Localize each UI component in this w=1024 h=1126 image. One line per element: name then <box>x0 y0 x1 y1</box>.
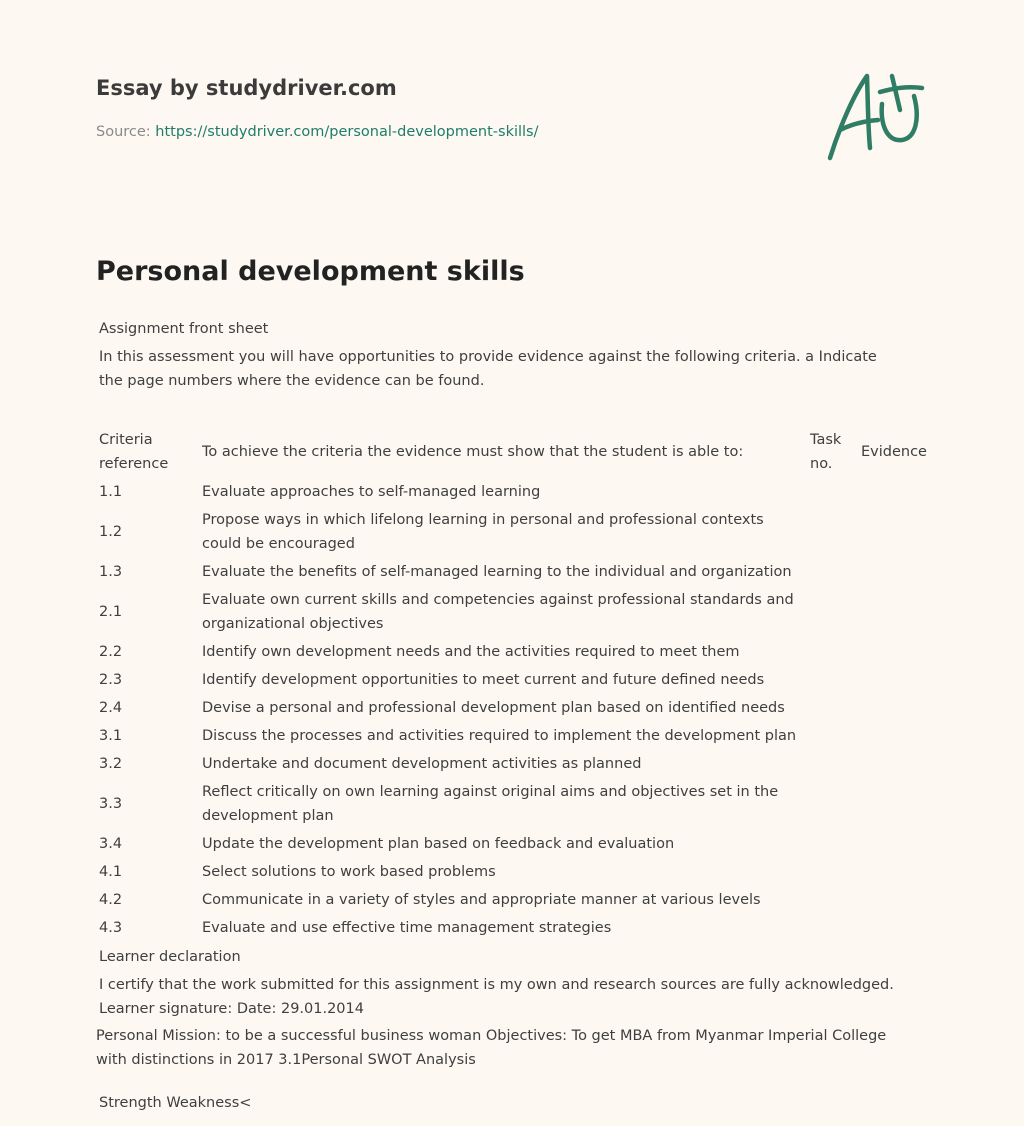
criteria-text: Propose ways in which lifelong learning in personal and professional contexts could be encouraged <box>202 512 764 552</box>
criteria-text: Evaluate and use effective time management strategies <box>202 920 612 936</box>
table-row <box>97 586 929 638</box>
assignment-title: Assignment front sheet <box>99 321 269 337</box>
criteria-text: Evaluate own current skills and competencies against professional standards and organizational objectives <box>202 592 794 632</box>
criteria-ref: 2.4 <box>99 700 123 716</box>
criteria-text: Devise a personal and professional development plan based on identified needs <box>202 700 785 716</box>
criteria-text: Undertake and document development activities as planned <box>202 756 642 772</box>
table-row <box>97 914 929 942</box>
table-row <box>97 830 929 858</box>
declaration-statement: I certify that the work submitted for this assignment is my own and research sources are fully acknowledged. <box>99 977 894 993</box>
criteria-text: Identify own development needs and the activities required to meet them <box>202 644 740 660</box>
header-achieve: To achieve the criteria the evidence must show that the student is able to: <box>202 444 744 460</box>
table-header-row <box>97 426 929 478</box>
table-row <box>97 858 929 886</box>
table-row <box>97 478 929 506</box>
table-row <box>97 694 929 722</box>
criteria-ref: 2.3 <box>99 672 123 688</box>
criteria-ref: 3.4 <box>99 836 123 852</box>
header-evidence: Evidence <box>861 444 927 460</box>
mission-paragraph: Personal Mission: to be a successful business woman Objectives: To get MBA from Myanmar Imperial College with distinctions in 2017 3.1Personal SWOT Analysis <box>96 1028 887 1068</box>
header-criteria-reference: Criteria reference <box>99 432 169 472</box>
criteria-text: Evaluate the benefits of self-managed learning to the individual and organization <box>202 564 792 580</box>
criteria-ref: 1.3 <box>99 564 123 580</box>
criteria-text: Discuss the processes and activities required to implement the development plan <box>202 728 797 744</box>
swot-heading: Strength Weakness< <box>99 1095 252 1111</box>
intro-paragraph: In this assessment you will have opportunities to provide evidence against the following criteria. a Indicate the page numbers where the evidence can be found. <box>99 349 877 389</box>
criteria-ref: 1.2 <box>99 524 123 540</box>
header-task-no: Task no. <box>810 432 842 472</box>
criteria-ref: 1.1 <box>99 484 123 500</box>
criteria-text: Update the development plan based on feedback and evaluation <box>202 836 675 852</box>
criteria-table <box>97 426 929 942</box>
table-row <box>97 666 929 694</box>
criteria-text: Communicate in a variety of styles and appropriate manner at various levels <box>202 892 761 908</box>
table-row <box>97 558 929 586</box>
criteria-text: Identify development opportunities to meet current and future defined needs <box>202 672 765 688</box>
table-row <box>97 506 929 558</box>
page-title: Personal development skills <box>96 256 525 287</box>
declaration-heading: Learner declaration <box>99 949 241 965</box>
table-row <box>97 750 929 778</box>
source-line <box>96 124 539 140</box>
table-row <box>97 778 929 830</box>
criteria-ref: 2.1 <box>99 604 123 620</box>
a-plus-logo-icon <box>822 66 932 166</box>
criteria-text: Evaluate approaches to self-managed learning <box>202 484 541 500</box>
table-row <box>97 886 929 914</box>
table-row <box>97 722 929 750</box>
criteria-ref: 3.1 <box>99 728 123 744</box>
declaration-signature: Learner signature: Date: 29.01.2014 <box>99 1001 364 1017</box>
criteria-text: Select solutions to work based problems <box>202 864 496 880</box>
table-row <box>97 638 929 666</box>
criteria-ref: 3.2 <box>99 756 123 772</box>
declaration-text <box>99 973 939 1021</box>
criteria-ref: 4.2 <box>99 892 123 908</box>
source-link[interactable]: https://studydriver.com/personal-development-skills/ <box>155 124 539 140</box>
criteria-ref: 3.3 <box>99 796 123 812</box>
criteria-ref: 2.2 <box>99 644 123 660</box>
essay-source-title: Essay by studydriver.com <box>96 76 397 100</box>
criteria-ref: 4.3 <box>99 920 123 936</box>
criteria-ref: 4.1 <box>99 864 123 880</box>
criteria-text: Reflect critically on own learning against original aims and objectives set in the development plan <box>202 784 779 824</box>
source-label: Source: <box>96 124 151 140</box>
